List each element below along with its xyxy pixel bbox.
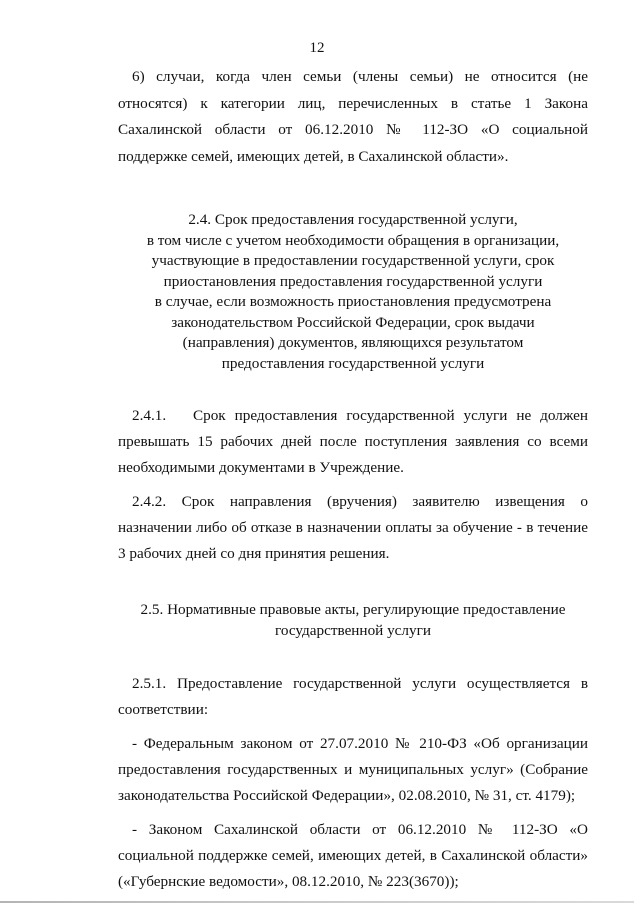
paragraph-law-112-zo: - Законом Сахалинской области от 06.12.2010 № 112-ЗО «О социальной поддержке семей, имеющих детей, в Сахалинской области» («Губернские ведомости», 08.12.2010, № 223(3670)); [118,821,588,890]
heading-line: в том числе с учетом необходимости обращения в организации, [146,231,560,249]
heading-line: приостановления предоставления государственной услуги [163,272,543,290]
document-body [118,64,592,895]
scan-edge-line [0,901,634,903]
heading-line: 2.5. Нормативные правовые акты, регулирующие предоставление [140,601,566,618]
paragraph-2-5-1: 2.5.1. Предоставление государственной услуги осуществляется в соответствии: [118,675,588,718]
heading-line: участвующие в предоставлении государственной услуги, срок [151,252,555,269]
heading-line: (направления) документов, являющихся результатом [182,334,524,351]
paragraph-case-6: 6) случаи, когда член семьи (члены семьи) не относится (не относятся) к категории лиц, перечисленных в статье 1 Закона Сахалинской области от 06.12.2010 № 112-ЗО «О социальной поддержке семей, имеющих детей, в Сахалинской области». [118,68,588,165]
heading-line: законодательством Российской Федерации, срок выдачи [171,313,535,331]
heading-line: предоставления государственной услуги [221,354,485,372]
page-number: 12 [309,40,325,56]
paragraph-2-4-2: 2.4.2. Срок направления (вручения) заявителю извещения о назначении либо об отказе в назначении оплаты за обучение - в течение 3 рабочих дней со дня принятия решения. [118,493,588,562]
heading-line: в случае, если возможность приостановления предусмотрена [154,293,552,310]
paragraph-2-4-1: 2.4.1. Срок предоставления государственной услуги не должен превышать 15 рабочих дней после поступления заявления со всеми необходимыми документами в Учреждение. [118,407,592,476]
section-heading-2-5 [118,600,588,641]
paragraph-law-210-fz: - Федеральным законом от 27.07.2010 № 210-ФЗ «Об организации предоставления государственных и муниципальных услуг» (Собрание законодательства Российской Федерации», 02.08.2010, № 31, ст. 4179); [118,735,588,804]
section-heading-2-4 [118,210,588,374]
heading-line: государственной услуги [275,621,431,639]
heading-line: 2.4. Срок предоставления государственной услуги, [188,211,518,228]
